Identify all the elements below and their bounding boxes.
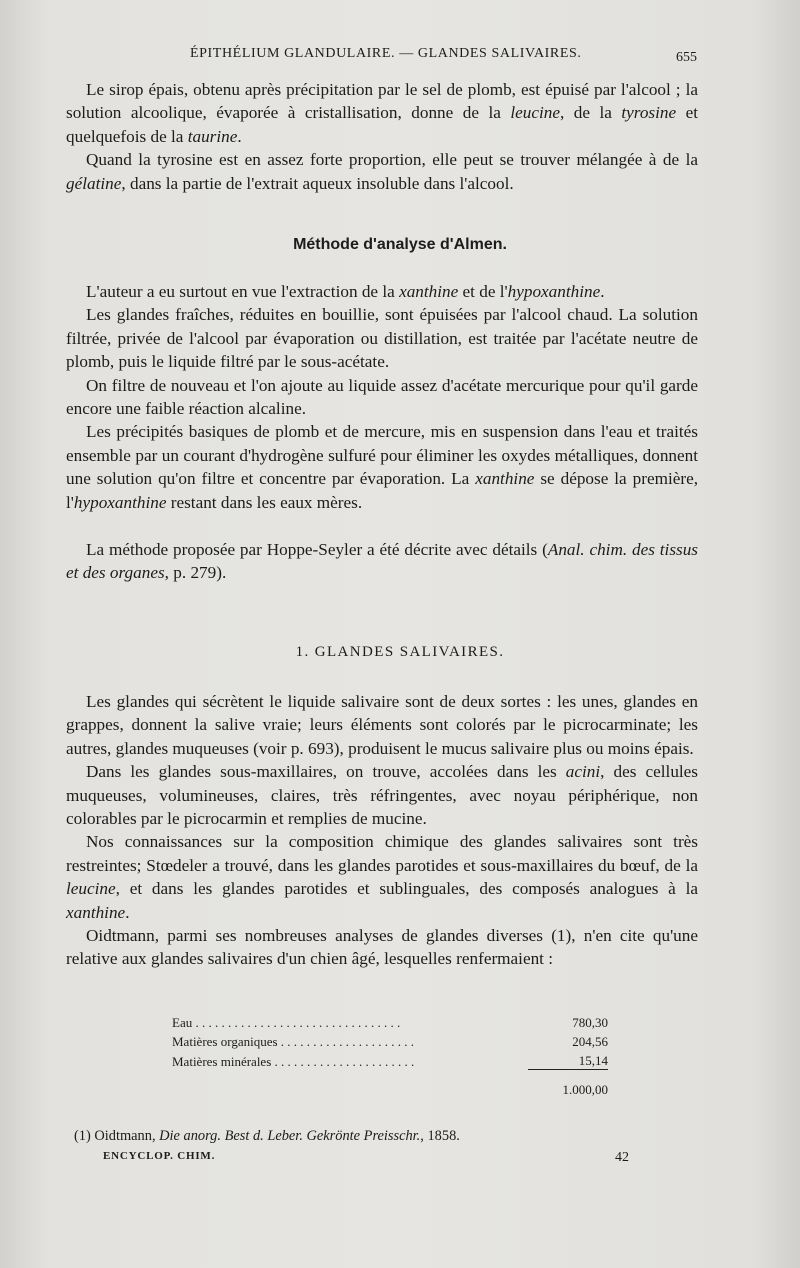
section-paragraph-2: Dans les glandes sous-maxillaires, on trouve, accolées dans les acini, des cellules muqueuses, volumineuses, claires, très réfringentes, avec noyau périphérique, non colorables par le picrocarmin et remplies de mucine. (66, 762, 698, 829)
method-reference-text (66, 538, 698, 585)
row-value: 204,56 (572, 1034, 608, 1049)
running-header: ÉPITHÉLIUM GLANDULAIRE. — GLANDES SALIVAIRES. (190, 46, 582, 61)
section-paragraph-3: Nos connaissances sur la composition chimique des glandes salivaires sont très restreintes; Stœdeler a trouvé, dans les glandes parotides et sous-maxillaires du bœuf, de la leucine, et dans les glandes parotides et sublinguales, des composés analogues à la xanthine. (66, 832, 698, 922)
intro-text (66, 78, 698, 195)
intro-paragraph-1: Le sirop épais, obtenu après précipitation par le sel de plomb, est épuisé par l'alcool ; la solution alcoolique, évaporée à cristallisation, donne de la leucine, de la tyrosine et quelquefois de la taurine. (66, 80, 699, 146)
intro-paragraph-2: Quand la tyrosine est en assez forte proportion, elle peut se trouver mélangée à de la gélatine, dans la partie de l'extrait aqueux insoluble dans l'alcool. (66, 150, 698, 193)
section-paragraph-4: Oidtmann, parmi ses nombreuses analyses de glandes diverses (1), n'en cite qu'une relative aux glandes salivaires d'un chien âgé, lesquelles renfermaient : (66, 926, 698, 969)
method-paragraph-5: La méthode proposée par Hoppe-Seyler a été décrite avec détails (Anal. chim. des tissus et des organes, p. 279). (66, 540, 698, 583)
method-paragraph-4: Les précipités basiques de plomb et de mercure, mis en suspension dans l'eau et traités ensemble par un courant d'hydrogène sulfuré pour éliminer les oxydes métalliques, donnent une solution qu'on filtre et concentre par évaporation. La xanthine se dépose la première, l'hypoxanthine restant dans les eaux mères. (66, 422, 698, 512)
method-paragraph-3: On filtre de nouveau et l'on ajoute au liquide assez d'acétate mercurique pour qu'il garde encore une faible réaction alcaline. (66, 375, 698, 419)
table-row (172, 1012, 608, 1031)
footnote: (1) Oidtmann, Die anorg. Best d. Leber. Gekrönte Preisschr., 1858. (74, 1128, 460, 1144)
table-row (172, 1050, 608, 1070)
method-heading: Méthode d'analyse d'Almen. (293, 236, 507, 253)
method-text (66, 280, 698, 514)
section-text (66, 690, 698, 971)
method-paragraph-1: L'auteur a eu surtout en vue l'extraction de la xanthine et de l'hypoxanthine. (86, 282, 605, 301)
section-heading: 1. GLANDES SALIVAIRES. (295, 644, 505, 660)
row-value: 15,14 (578, 1053, 608, 1068)
table-total-row (172, 1070, 608, 1099)
row-value: 780,30 (572, 1015, 608, 1030)
row-label: Matières organiques . . . . . . . . . . . . . . . . . . . . . (172, 1034, 415, 1049)
page-number: 655 (676, 50, 697, 65)
row-label: Matières minérales . . . . . . . . . . . . . . . . . . . . . . (172, 1053, 415, 1069)
method-paragraph-2: Les glandes fraîches, réduites en bouillie, sont épuisées par l'alcool chaud. La solution filtrée, privée de l'alcool par évaporation ou distillation, est traitée par l'acétate neutre de plomb, puis le liquide filtré par le sous-acétate. (66, 305, 698, 372)
section-paragraph-1: Les glandes qui sécrètent le liquide salivaire sont de deux sortes : les unes, glandes en grappes, donnent la salive vraie; leurs éléments sont colorés par le picrocarminate; les autres, glandes muqueuses (voir p. 693), produisent le mucus salivaire plus ou moins épais. (66, 692, 698, 758)
table-total: 1.000,00 (528, 1070, 608, 1099)
composition-table (172, 1012, 608, 1098)
table-row (172, 1031, 608, 1050)
row-label: Eau . . . . . . . . . . . . . . . . . . . . . . . . . . . . . . . . (172, 1015, 401, 1030)
signature-mark: 42 (615, 1150, 629, 1165)
encyclopedia-mark: ENCYCLOP. CHIM. (103, 1150, 216, 1162)
